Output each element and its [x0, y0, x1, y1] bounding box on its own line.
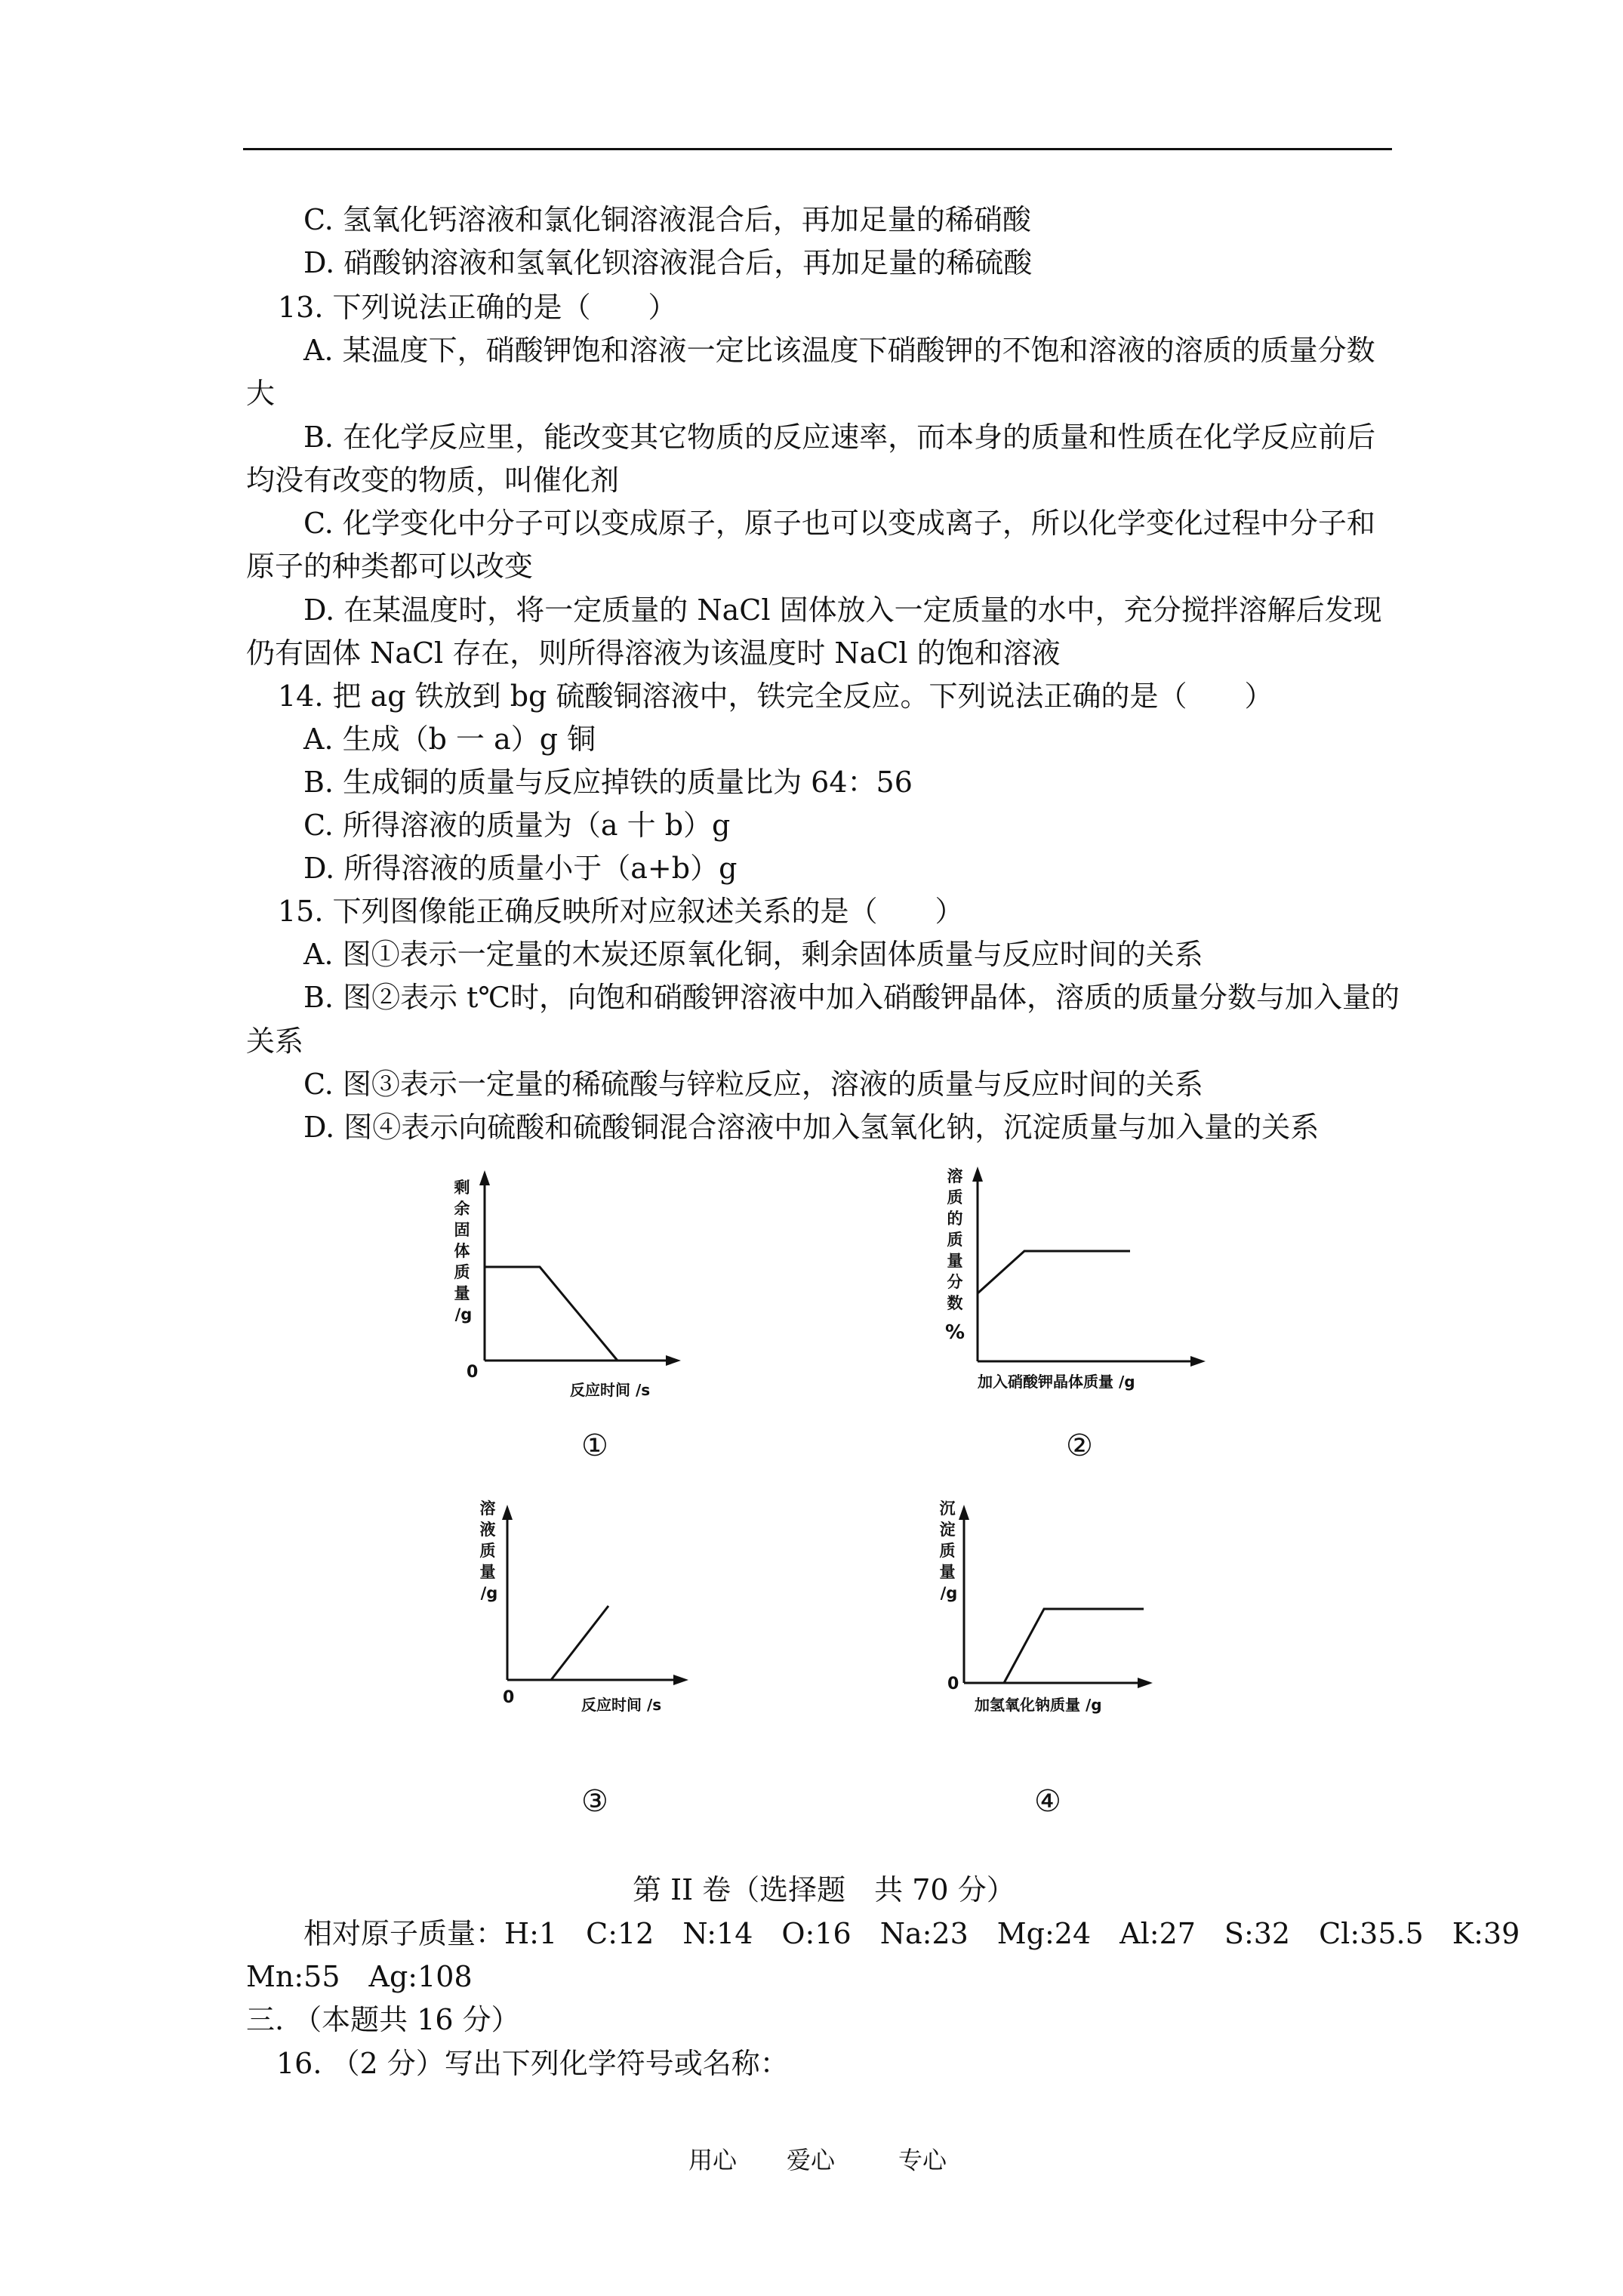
q15-option-a: A. 图①表示一定量的木炭还原氧化铜，剩余固体质量与反应时间的关系 — [303, 938, 1203, 971]
x-axis-arrow — [1138, 1678, 1153, 1688]
y-axis-arrow — [502, 1505, 513, 1520]
q15-stem: 15. 下列图像能正确反映所对应叙述关系的是（ ） — [278, 895, 964, 928]
header-rule — [243, 148, 1392, 150]
q14-option-c: C. 所得溶液的质量为（a 十 b）g — [303, 809, 731, 842]
q15-option-c: C. 图③表示一定量的稀硫酸与锌粒反应，溶液的质量与反应时间的关系 — [303, 1068, 1203, 1101]
figure-4 — [925, 1491, 1212, 1718]
footer-text-3: 专心 — [898, 2146, 947, 2174]
x-axis-label: 反应时间 /s — [570, 1381, 651, 1399]
ylabel-char: 质 — [939, 1542, 956, 1560]
q13-option-a-cont: 大 — [246, 377, 276, 410]
ylabel-char: 固 — [454, 1221, 470, 1239]
footer-text-1: 用心 — [688, 2146, 738, 2174]
q14-option-a: A. 生成（b 一 a）g 铜 — [303, 723, 596, 756]
figure-1-number: ① — [581, 1428, 608, 1463]
ylabel-char: 质 — [479, 1542, 496, 1560]
ylabel-char: 淀 — [939, 1521, 956, 1539]
q13-option-c: C. 化学变化中分子可以变成原子，原子也可以变成离子，所以化学变化过程中分子和 — [303, 507, 1375, 540]
q12-option-c: C. 氢氧化钙溶液和氯化铜溶液混合后，再加足量的稀硝酸 — [303, 203, 1031, 236]
q15-option-b: B. 图②表示 t℃时，向饱和硝酸钾溶液中加入硝酸钾晶体，溶质的质量分数与加入量的 — [303, 981, 1400, 1014]
q13-option-d: D. 在某温度时，将一定质量的 NaCl 固体放入一定质量的水中，充分搅拌溶解后发现 — [303, 593, 1382, 627]
q13-option-c-cont: 原子的种类都可以改变 — [246, 550, 534, 583]
curve — [1004, 1609, 1144, 1683]
q13-option-b: B. 在化学反应里，能改变其它物质的反应速率，而本身的质量和性质在化学反应前后 — [303, 421, 1376, 454]
part-ii-heading: 第 II 卷（选择题 共 70 分） — [633, 1873, 1015, 1906]
q13-option-b-cont: 均没有改变的物质，叫催化剂 — [246, 464, 620, 497]
ylabel-char: 数 — [947, 1294, 963, 1312]
ylabel-char: % — [944, 1321, 965, 1344]
x-axis-label: 反应时间 /s — [581, 1696, 662, 1714]
ylabel-char: 质 — [947, 1231, 963, 1249]
q13-option-d-cont: 仍有固体 NaCl 存在，则所得溶液为该温度时 NaCl 的饱和溶液 — [246, 636, 1061, 670]
ylabel-char: /g — [454, 1305, 473, 1324]
figure-2-ylabel — [945, 1167, 965, 1344]
x-axis-label: 加入硝酸钾晶体质量 /g — [978, 1373, 1135, 1391]
figure-2 — [932, 1159, 1234, 1408]
figure-3-number: ③ — [581, 1784, 608, 1819]
ylabel-char: 量 — [479, 1563, 496, 1581]
figure-4-number: ④ — [1034, 1784, 1061, 1819]
ylabel-char: 剩 — [454, 1179, 470, 1197]
origin-label: 0 — [947, 1675, 959, 1693]
y-axis-arrow — [959, 1505, 969, 1520]
y-axis-arrow — [972, 1166, 983, 1182]
x-axis-arrow — [1190, 1356, 1206, 1367]
q14-stem: 14. 把 ag 铁放到 bg 硫酸铜溶液中，铁完全反应。下列说法正确的是（ ） — [278, 680, 1273, 713]
ylabel-char: /g — [940, 1584, 958, 1602]
origin-label: 0 — [503, 1688, 515, 1707]
figure-3 — [460, 1491, 710, 1718]
footer-text-2: 爱心 — [787, 2146, 836, 2174]
q14-option-b: B. 生成铜的质量与反应掉铁的质量比为 64：56 — [303, 766, 913, 799]
q15-option-d: D. 图④表示向硫酸和硫酸铜混合溶液中加入氢氧化钠，沉淀质量与加入量的关系 — [303, 1111, 1320, 1144]
q14-option-d: D. 所得溶液的质量小于（a+b）g — [303, 852, 738, 885]
ylabel-char: 溶 — [479, 1499, 496, 1518]
curve — [551, 1606, 608, 1680]
x-axis-label: 加氢氧化钠质量 /g — [975, 1696, 1102, 1714]
origin-label: 0 — [467, 1363, 479, 1382]
ylabel-char: 量 — [947, 1252, 963, 1270]
ylabel-char: 分 — [947, 1273, 963, 1291]
x-axis-arrow — [673, 1675, 688, 1685]
q16-stem: 16. （2 分）写出下列化学符号或名称： — [276, 2047, 789, 2080]
section-three-heading: 三. （本题共 16 分） — [246, 2003, 520, 2036]
figure-3-ylabel — [480, 1499, 498, 1602]
ylabel-char: /g — [480, 1584, 498, 1602]
figure-4-ylabel — [940, 1499, 958, 1602]
figure-1-ylabel — [454, 1179, 473, 1324]
ylabel-char: 液 — [479, 1521, 496, 1539]
ylabel-char: 沉 — [939, 1499, 956, 1518]
figure-1 — [445, 1163, 702, 1412]
ylabel-char: 质 — [947, 1188, 963, 1207]
figure-2-number: ② — [1066, 1428, 1093, 1463]
atomic-masses: 相对原子质量：H:1 C:12 N:14 O:16 Na:23 Mg:24 Al:27 S:32 Cl:35.5 K:39 — [303, 1917, 1520, 1950]
q12-option-d: D. 硝酸钠溶液和氢氧化钡溶液混合后，再加足量的稀硫酸 — [303, 246, 1033, 279]
ylabel-char: 溶 — [947, 1167, 963, 1185]
ylabel-char: 质 — [454, 1263, 470, 1281]
ylabel-char: 体 — [454, 1242, 470, 1260]
q15-option-b-cont: 关系 — [246, 1025, 304, 1058]
q13-option-a: A. 某温度下，硝酸钾饱和溶液一定比该温度下硝酸钾的不饱和溶液的溶质的质量分数 — [303, 334, 1375, 367]
atomic-masses-cont: Mn:55 Ag:108 — [246, 1960, 473, 1993]
y-axis-arrow — [479, 1170, 490, 1185]
curve — [978, 1251, 1130, 1293]
ylabel-char: 余 — [454, 1200, 470, 1218]
ylabel-char: 的 — [947, 1210, 963, 1228]
x-axis-arrow — [666, 1355, 681, 1366]
ylabel-char: 量 — [454, 1284, 470, 1302]
ylabel-char: 量 — [939, 1563, 956, 1581]
curve — [485, 1267, 617, 1361]
q13-stem: 13. 下列说法正确的是（ ） — [278, 291, 677, 324]
